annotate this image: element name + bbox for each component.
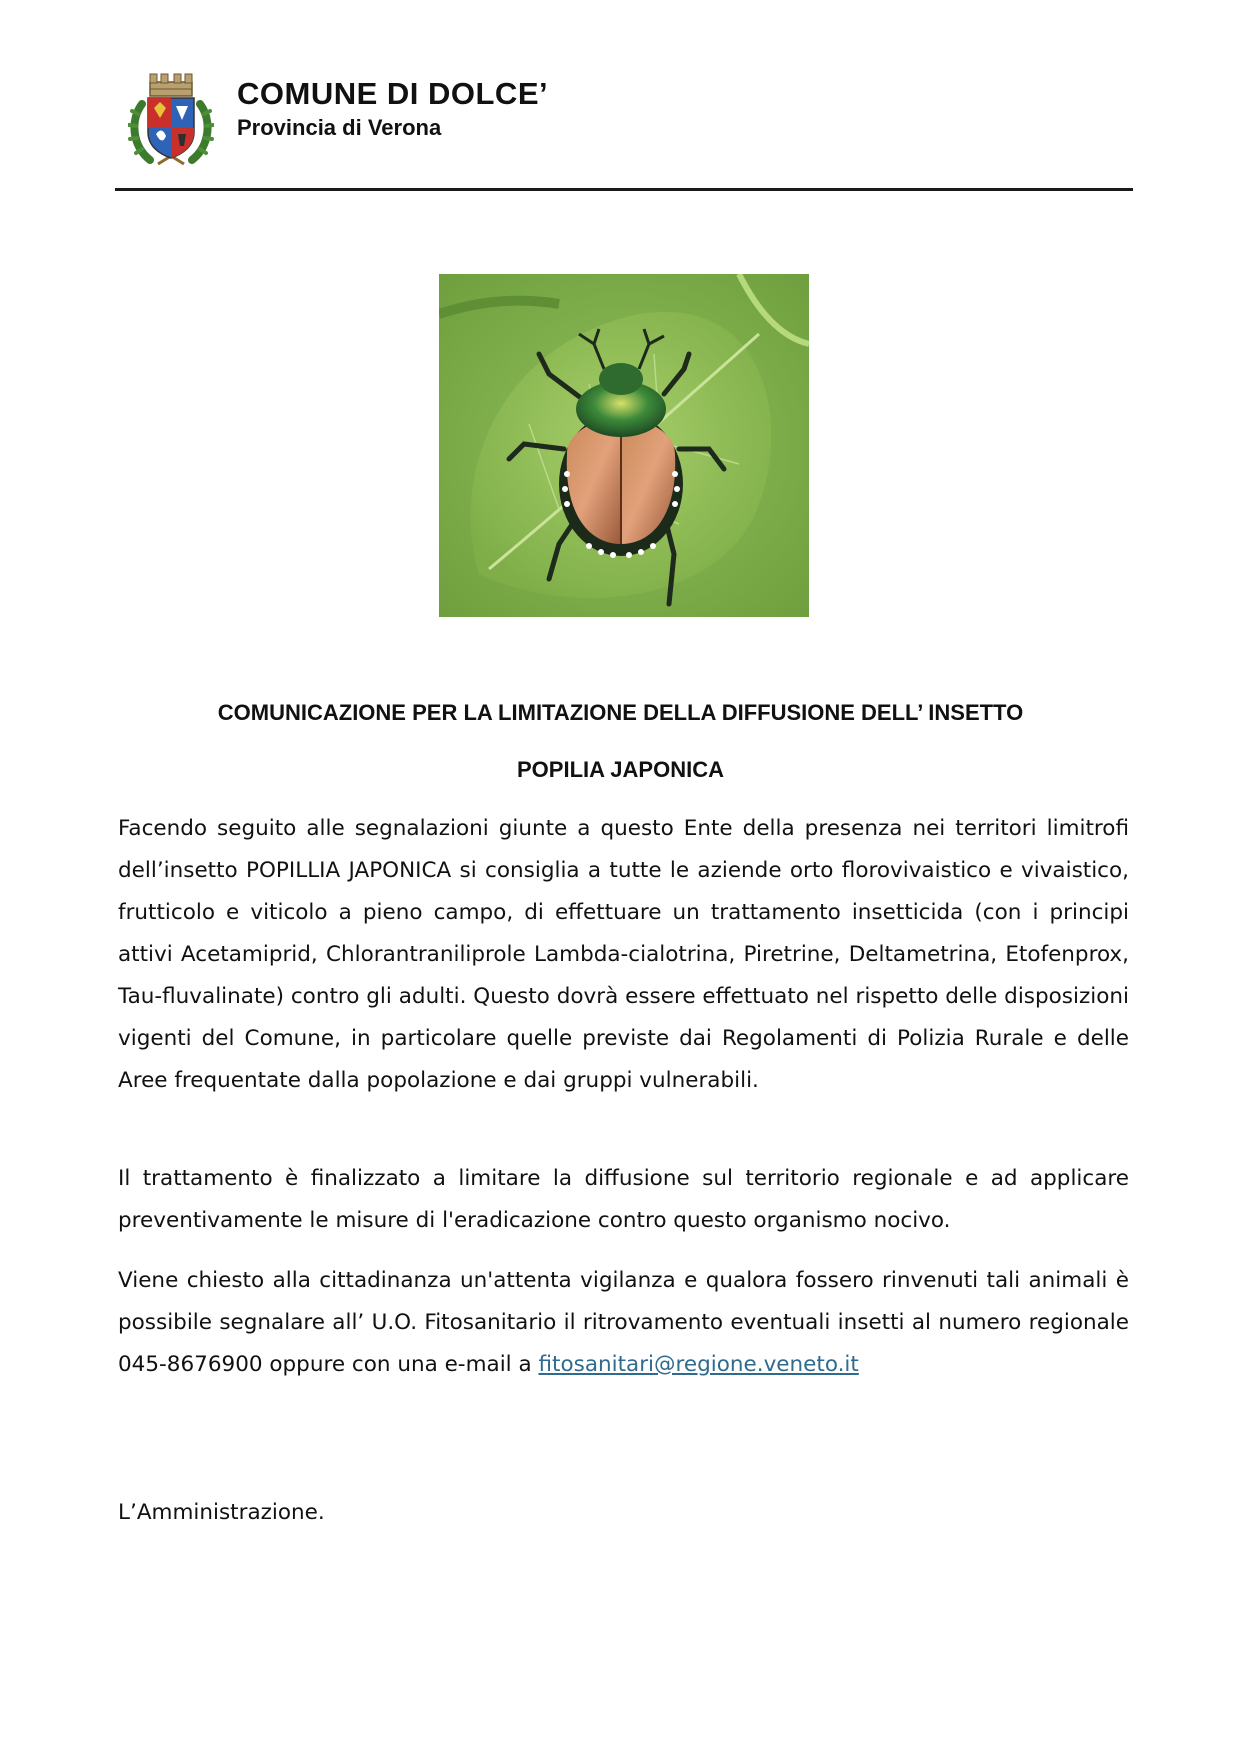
body-paragraph-3-text: Viene chiesto alla cittadinanza un'attenta vigilanza e qualora fossero rinvenuti tali animali è possibile segnalare all’ U.O. Fitosanitario il ritrovamento eventuali insetti al numero regionale 045-8676900 oppure con una e-mail a — [118, 1268, 1129, 1377]
header-divider — [115, 188, 1133, 191]
municipal-coat-of-arms-icon — [128, 68, 214, 172]
insect-name-heading: POPILIA JAPONICA — [517, 757, 724, 782]
japanese-beetle-on-leaf-photo — [439, 274, 809, 617]
province-subtitle: Provincia di Verona — [237, 115, 442, 140]
notice-heading: COMUNICAZIONE PER LA LIMITAZIONE DELLA DIFFUSIONE DELL’ INSETTO — [217, 700, 1024, 725]
body-paragraph-1: Facendo seguito alle segnalazioni giunte a questo Ente della presenza nei territori limitrofi dell’insetto POPILLIA JAPONICA si consiglia a tutte le aziende orto florovivaistico e vivaistico, frutticolo e viticolo a pieno campo, di effettuare un trattamento insetticida (con i principi attivi Acetamiprid, Chlorantraniliprole Lambda-cialotrina, Piretrine, Deltametrina, Etofenprox, Tau-fluvalinate) contro gli adulti. Questo dovrà essere effettuato nel rispetto delle disposizioni vigenti del Comune, in particolare quelle previste dai Regolamenti di Polizia Rurale e delle Aree frequentate dalla popolazione e dai gruppi vulnerabili. — [118, 816, 1129, 1093]
body-paragraph-3 — [118, 1260, 1129, 1386]
municipality-title: COMUNE DI DOLCE’ — [237, 76, 549, 111]
body-paragraph-2: Il trattamento è finalizzato a limitare la diffusione sul territorio regionale e ad applicare preventivamente le misure di l'eradicazione contro questo organismo nocivo. — [118, 1166, 1129, 1233]
closing-signature: L’Amministrazione. — [118, 1500, 325, 1525]
email-link[interactable]: fitosanitari@regione.veneto.it — [538, 1352, 859, 1377]
